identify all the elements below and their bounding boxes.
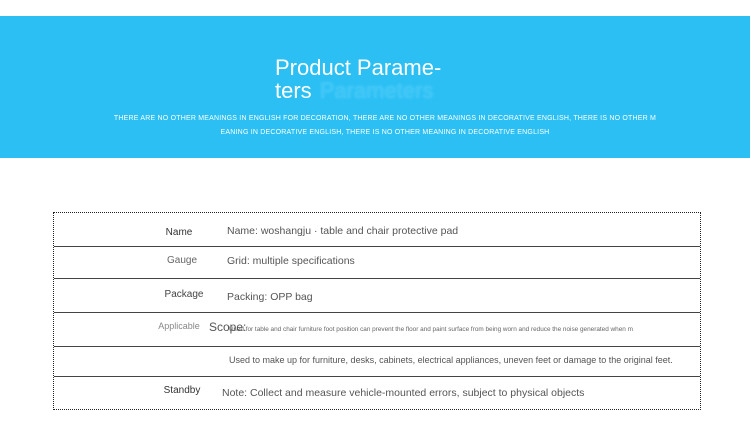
package-label: Package <box>164 289 204 300</box>
parameters-table <box>53 212 701 410</box>
applicable-value-1: Used for table and chair furniture foot position can prevent the floor and paint surface from being worn and reduce the noise generated when m <box>229 326 633 333</box>
table-row-applicable-cont <box>54 347 700 377</box>
subtitle-line-1: THERE ARE NO OTHER MEANINGS IN ENGLISH FOR DECORATION, THERE ARE NO OTHER MEANINGS IN DECORATIVE ENGLISH, THERE IS NO OTHER M <box>113 115 657 122</box>
page-title <box>275 56 475 102</box>
name-value: Name: woshangju · table and chair protective pad <box>227 225 459 237</box>
applicable-label: Applicable <box>158 321 200 331</box>
header-subtitle <box>105 112 665 140</box>
title-ghost-text: Parameters <box>319 78 434 103</box>
table-row-package <box>54 279 700 313</box>
table-row-standby <box>54 377 700 411</box>
applicable-value-2: Used to make up for furniture, desks, cabinets, electrical appliances, uneven feet or damage to the original feet. <box>229 355 673 365</box>
table-row-gauge <box>54 247 700 279</box>
standby-value: Note: Collect and measure vehicle-mounted errors, subject to physical objects <box>222 387 585 399</box>
name-label: Name <box>165 227 193 238</box>
table-row-name <box>54 213 700 247</box>
package-value: Packing: OPP bag <box>227 291 313 303</box>
title-word: ters <box>275 78 312 103</box>
subtitle-line-2: EANING IN DECORATIVE ENGLISH, THERE IS NO OTHER MEANING IN DECORATIVE ENGLISH <box>220 129 550 136</box>
scope-label: Scope: <box>209 320 247 334</box>
gauge-label: Gauge <box>166 255 198 266</box>
title-line-1: Product Parame- <box>275 55 442 80</box>
gauge-value: Grid: multiple specifications <box>227 255 355 267</box>
table-row-applicable <box>54 313 700 347</box>
title-line-2 <box>275 79 475 102</box>
header-banner <box>0 16 750 158</box>
standby-label: Standby <box>163 385 201 396</box>
